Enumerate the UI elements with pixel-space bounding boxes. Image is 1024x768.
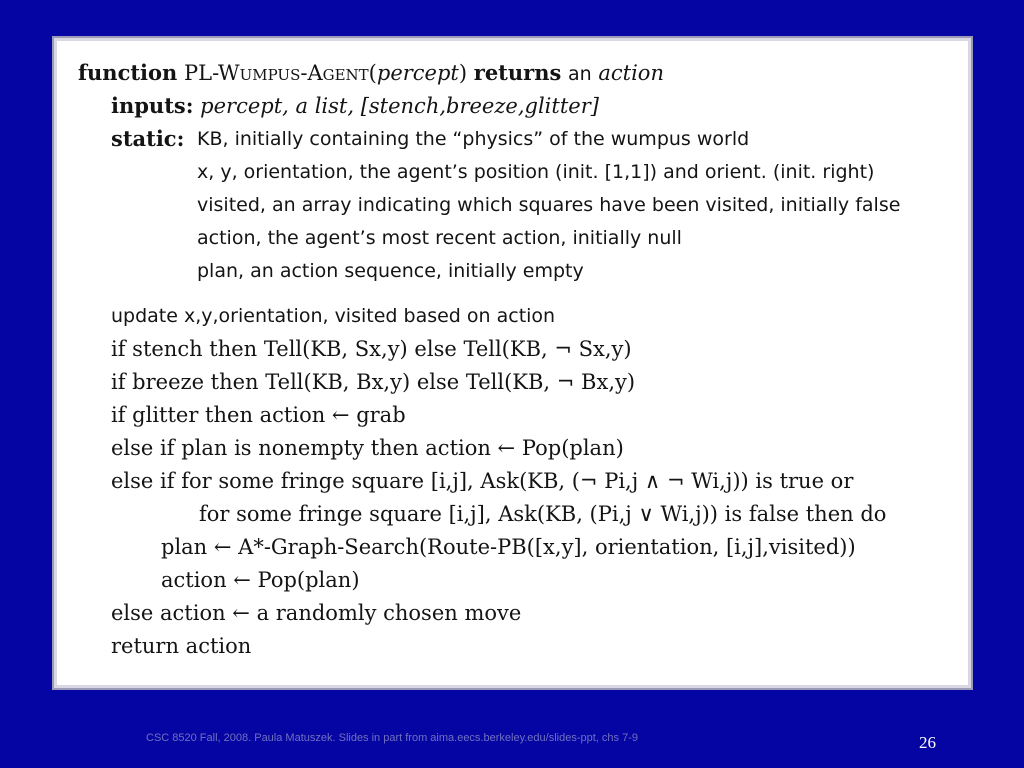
body-line: else action ← a randomly chosen move	[111, 601, 522, 625]
function-arg: percept	[376, 61, 459, 85]
static-label-line	[111, 124, 184, 154]
function-close: )	[458, 61, 468, 85]
static-item: visited, an array indicating which squares have been visited, initially false	[197, 194, 901, 216]
inputs-label: inputs:	[111, 93, 194, 118]
body-line: action ← Pop(plan)	[161, 568, 360, 592]
body-line: for some fringe square [i,j], Ask(KB, (Pi,j ∨ Wi,j)) is false then do	[199, 502, 887, 526]
footer-credit: CSC 8520 Fall, 2008. Paula Matuszek. Slides in part from aima.eecs.berkeley.edu/slides-ppt, chs 7-9	[146, 732, 638, 744]
returns-keyword: returns	[473, 60, 562, 85]
body-line: plan ← A*-Graph-Search(Route-PB([x,y], orientation, [i,j],visited))	[161, 535, 856, 559]
static-label: static:	[111, 126, 185, 151]
body-line: return action	[111, 634, 252, 658]
function-name: PL-Wumpus-Agent(	[184, 61, 377, 85]
static-item: plan, an action sequence, initially empty	[197, 260, 584, 282]
inputs-value: percept, a list, [stench,breeze,glitter]	[200, 94, 599, 118]
return-type: action	[598, 61, 664, 85]
body-line: else if plan is nonempty then action ← Pop(plan)	[111, 436, 624, 460]
body-line: if glitter then action ← grab	[111, 403, 406, 427]
static-item: action, the agent’s most recent action, initially null	[197, 227, 682, 249]
body-line: update x,y,orientation, visited based on action	[111, 305, 556, 327]
static-item: x, y, orientation, the agent’s position (init. [1,1]) and orient. (init. right)	[197, 161, 875, 183]
body-line: if stench then Tell(KB, Sx,y) else Tell(KB, ¬ Sx,y)	[111, 337, 632, 361]
function-keyword: function	[78, 60, 178, 85]
function-header	[78, 58, 664, 88]
algorithm-panel	[52, 36, 973, 690]
an-word: an	[568, 63, 592, 85]
static-item: KB, initially containing the “physics” of the wumpus world	[197, 128, 750, 150]
page-number: 26	[919, 733, 936, 752]
body-line: if breeze then Tell(KB, Bx,y) else Tell(KB, ¬ Bx,y)	[111, 370, 636, 394]
inputs-line	[111, 91, 599, 121]
body-line: else if for some fringe square [i,j], Ask(KB, (¬ Pi,j ∧ ¬ Wi,j)) is true or	[111, 469, 854, 493]
